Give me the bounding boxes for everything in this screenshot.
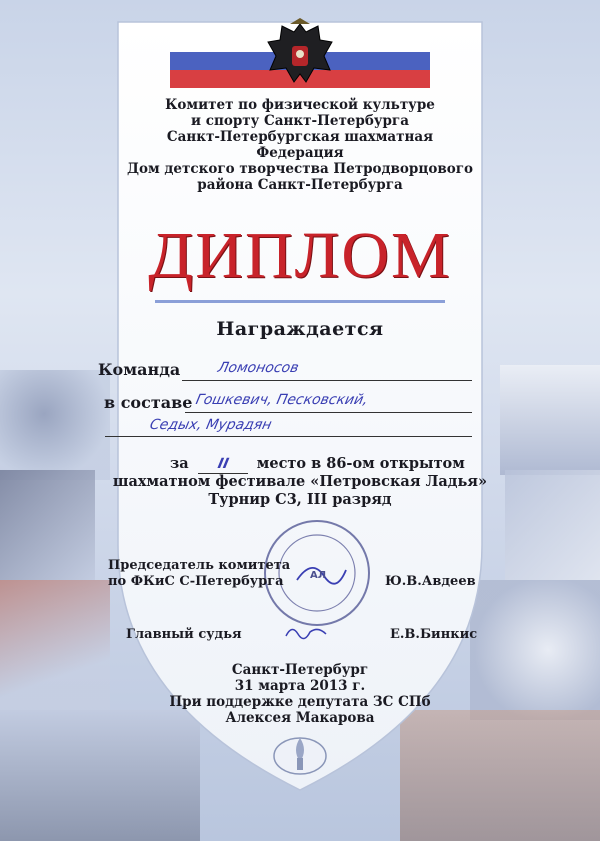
footer-block — [0, 662, 600, 726]
place-value — [198, 455, 248, 474]
tournament-line: Турнир С3, III разряд — [208, 491, 392, 508]
org-line: Комитет по физической культуре — [165, 97, 435, 113]
team-value: Ломоносов — [216, 360, 301, 376]
org-line: района Санкт-Петербурга — [197, 177, 403, 193]
awarded-heading: Награждается — [216, 318, 384, 340]
place-suffix: место в 86-ом открытом — [256, 455, 465, 472]
footer-support-2: Алексея Макарова — [225, 710, 375, 726]
composition-value-1: Гошкевич, Песковский, — [194, 392, 370, 408]
composition-underline-2 — [105, 436, 472, 437]
chair-title — [108, 558, 290, 590]
festival-line: шахматном фестивале «Петровская Ладья» — [112, 473, 488, 490]
judge-label: Главный судья — [126, 627, 242, 642]
team-underline — [182, 380, 472, 381]
composition-underline-1 — [185, 412, 472, 413]
torch-emblem-icon — [270, 728, 330, 778]
svg-text:АЛ: АЛ — [310, 570, 327, 581]
chair-line-1: Председатель комитета — [108, 558, 291, 573]
chair-name: Ю.В.Авдеев — [385, 574, 476, 589]
diploma-title: ДИПЛОМ — [148, 219, 452, 292]
org-line: Дом детского творчества Петродворцового — [126, 161, 474, 177]
place-prefix: за — [170, 455, 189, 472]
footer-support-1: При поддержке депутата ЗС СПб — [169, 694, 431, 710]
team-label: Команда — [98, 360, 181, 379]
footer-city: Санкт-Петербург — [231, 662, 369, 678]
judge-name: Е.В.Бинкис — [390, 627, 478, 642]
org-line: Федерация — [256, 145, 344, 161]
place-number: II — [215, 456, 230, 472]
judge-signature — [282, 620, 332, 644]
coat-of-arms-icon — [262, 18, 338, 94]
chair-line-2: по ФКиС С-Петербурга — [108, 574, 284, 589]
composition-value-2: Седых, Мурадян — [148, 417, 274, 433]
footer-date: 31 марта 2013 г. — [234, 678, 366, 694]
organizer-block — [0, 97, 600, 193]
org-line: и спорту Санкт-Петербурга — [191, 113, 409, 129]
composition-label: в составе — [104, 393, 193, 412]
org-line: Санкт-Петербургская шахматная — [166, 129, 434, 145]
place-line — [170, 455, 465, 474]
